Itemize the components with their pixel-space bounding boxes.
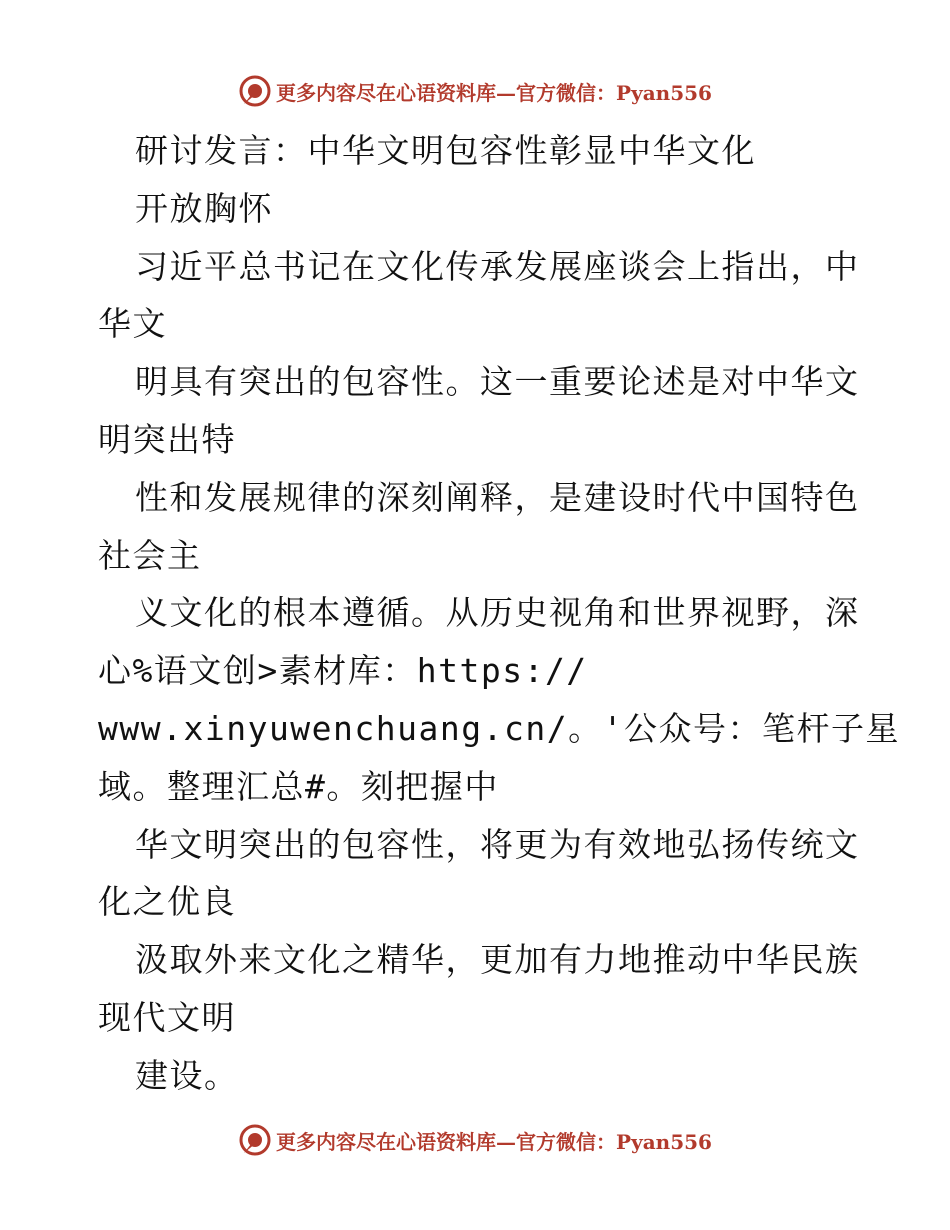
text-line: 化之优良: [98, 882, 236, 922]
text-line: 建设。: [135, 1055, 239, 1095]
text-line: 研讨发言：中华文明包容性彰显中华文化: [135, 131, 756, 170]
text-line: 明突出特: [98, 419, 236, 459]
text-line: 开放胸怀: [135, 188, 273, 228]
banner-text: 更多内容尽在心语资料库—官方微信：Pyan556: [276, 1129, 712, 1154]
text-line: 义文化的根本遵循。从历史视角和世界视野，深: [135, 593, 860, 633]
text-line: 华文: [98, 304, 167, 344]
text-line: 汲取外来文化之精华，更加有力地推动中华民族: [135, 940, 860, 980]
header-banner: [0, 71, 950, 111]
text-line: 域。整理汇总#。刻把握中: [98, 766, 499, 806]
text-line: www.xinyuwenchuang.cn/。'公众号：笔杆子星: [98, 708, 900, 748]
document-body: [98, 122, 898, 1105]
banner-text: 更多内容尽在心语资料库—官方微信：Pyan556: [276, 80, 712, 105]
text-line: 现代文明: [98, 997, 236, 1037]
text-line: 华文明突出的包容性，将更为有效地弘扬传统文: [135, 824, 860, 864]
pen-logo-icon: [238, 74, 272, 108]
text-line: 习近平总书记在文化传承发展座谈会上指出，中: [135, 246, 860, 286]
text-line: 社会主: [98, 535, 202, 575]
text-line: 明具有突出的包容性。这一重要论述是对中华文: [135, 362, 860, 402]
pen-logo-icon: [238, 1123, 272, 1157]
text-line: 性和发展规律的深刻阐释，是建设时代中国特色: [135, 477, 860, 517]
footer-banner: [0, 1120, 950, 1160]
text-line: 心%语文创>素材库：https://: [98, 651, 588, 691]
